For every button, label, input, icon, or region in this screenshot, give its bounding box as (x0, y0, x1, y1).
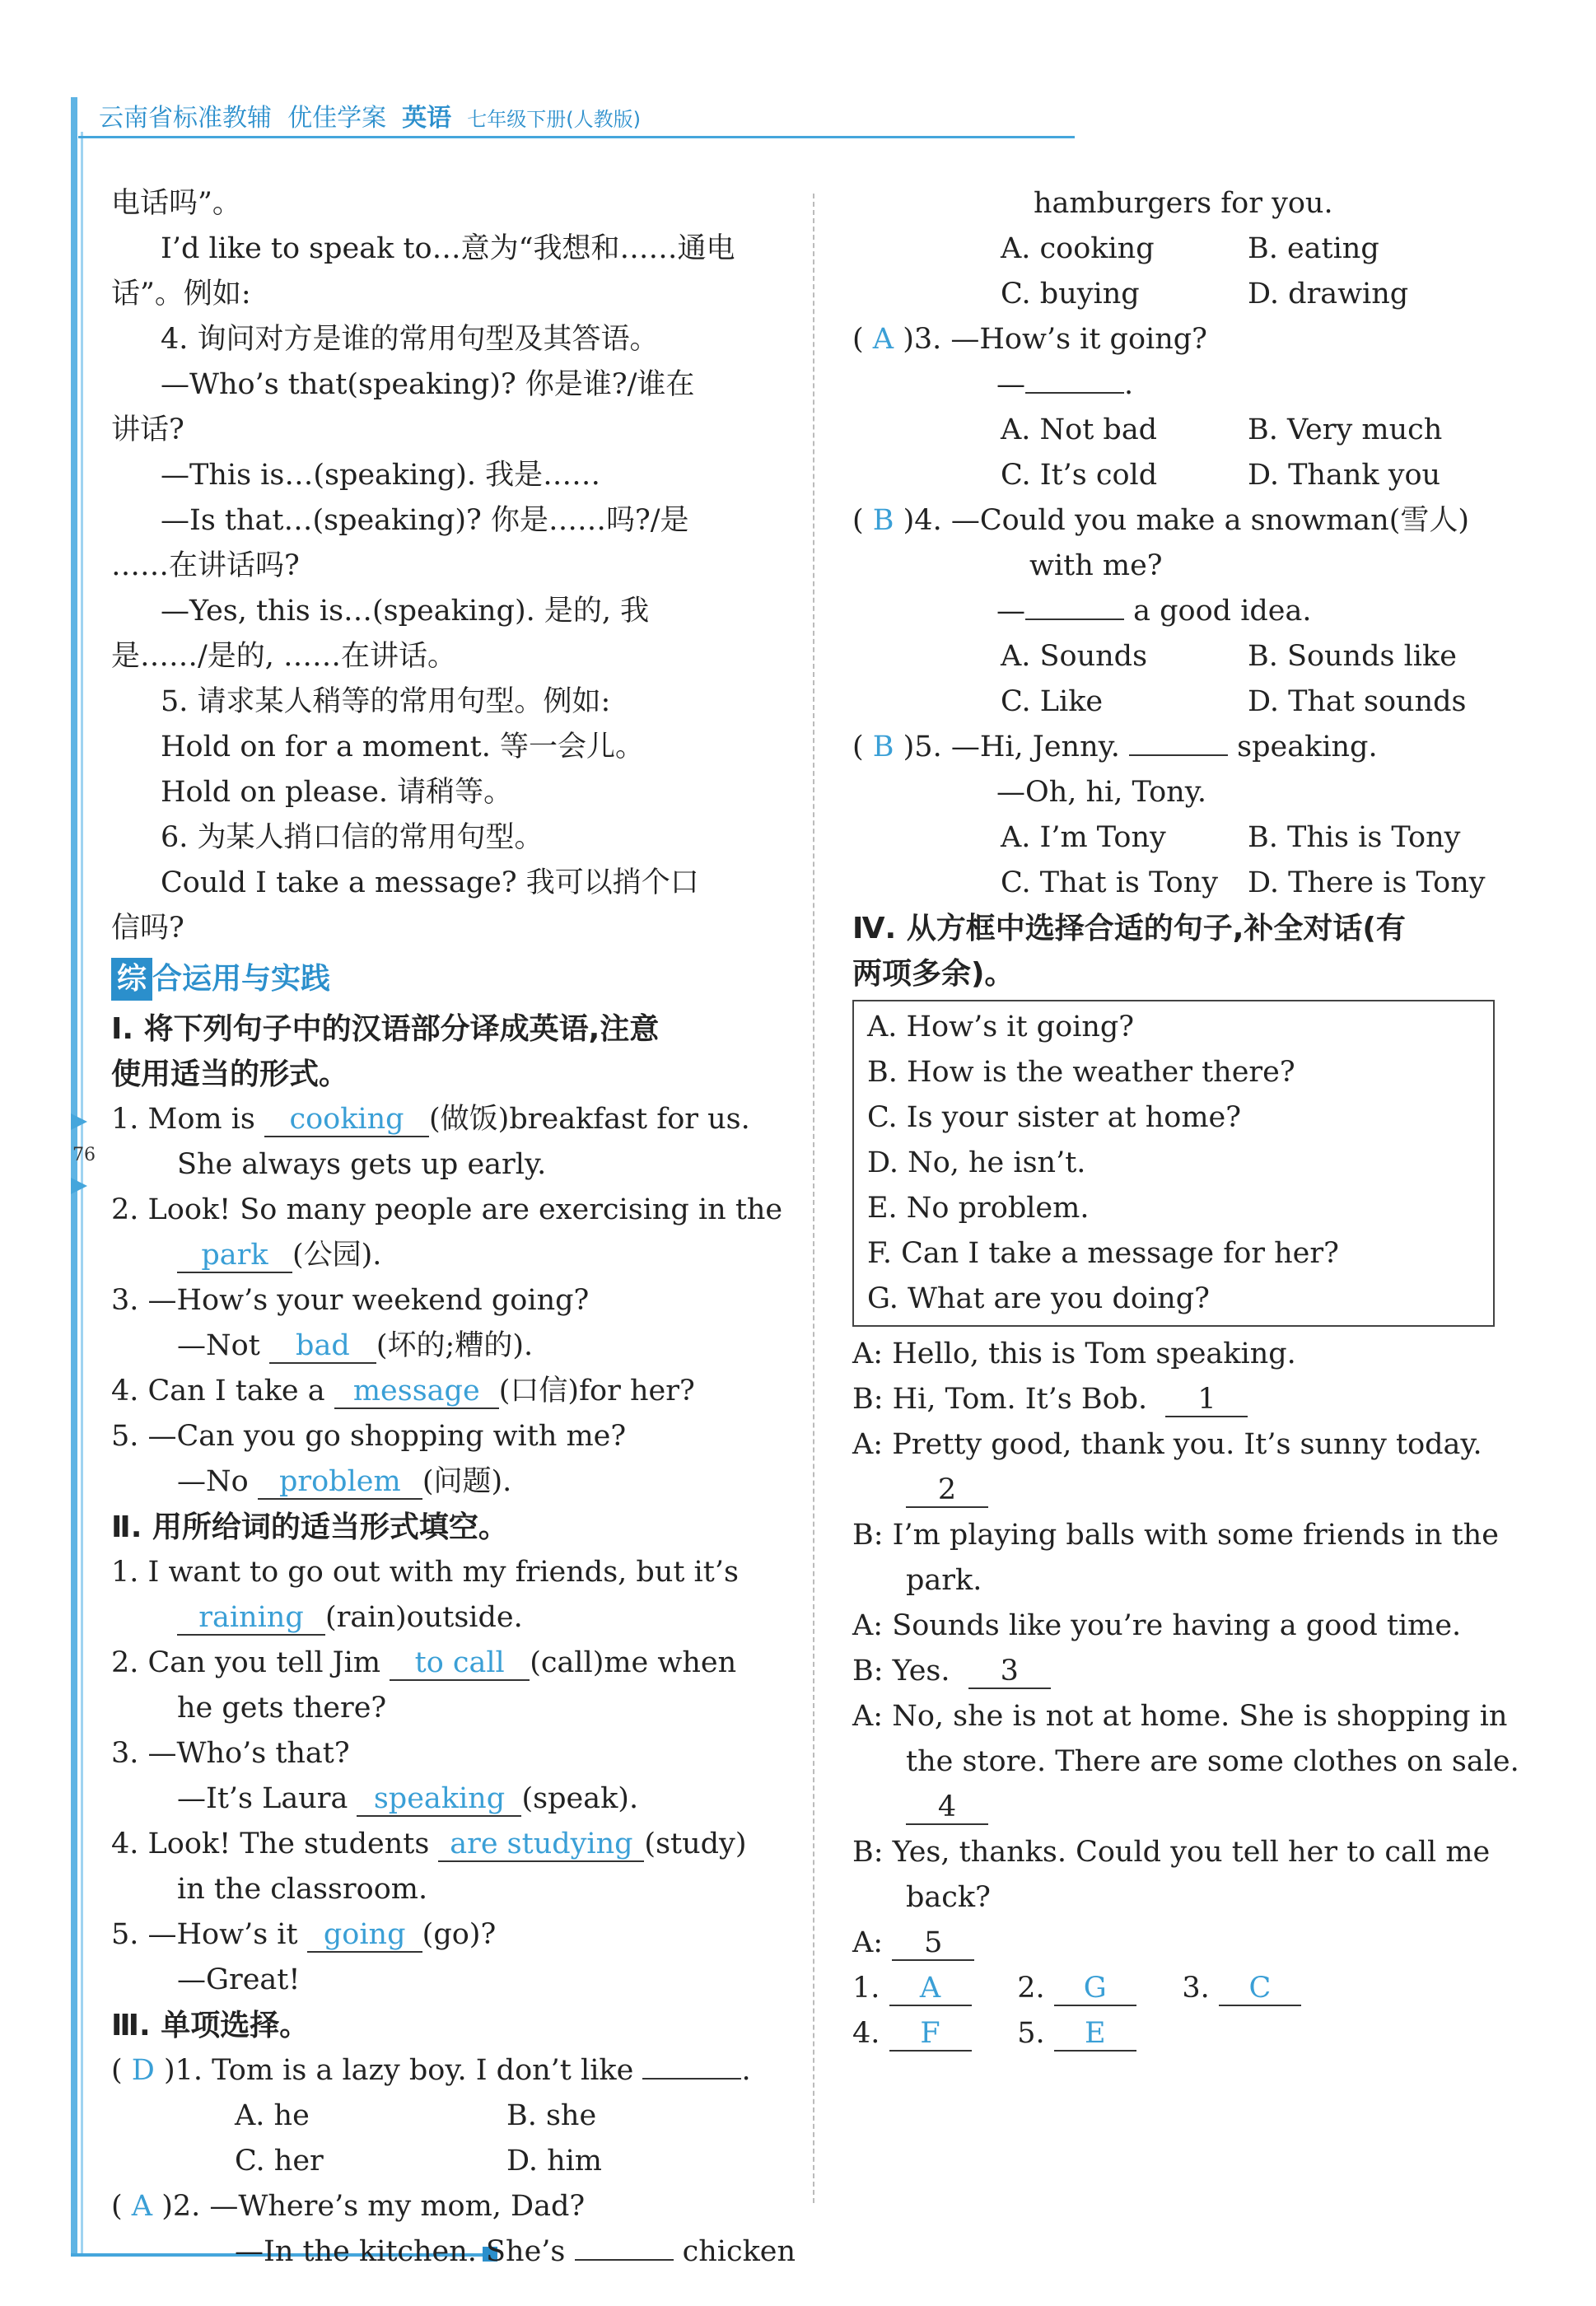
dialogue-line: B: Hi, Tom. It’s Bob. 1 (852, 1377, 1528, 1422)
s2-item-3-cont: —It’s Laura speaking (speak). (177, 1782, 639, 1815)
s3-q2-cont2: hamburgers for you. (1034, 187, 1333, 220)
dialogue-blank: 5 (892, 1926, 974, 1961)
answer-blank: to call (390, 1646, 530, 1681)
intro-line: —This is…(speaking). 我是…… (161, 459, 601, 492)
intro-line: 信吗? (111, 912, 184, 945)
answer-choice: A (872, 323, 894, 356)
page-marker-bottom (71, 1178, 87, 1194)
options-box (852, 1000, 1495, 1327)
left-column (111, 181, 796, 2275)
box-option: G. What are you doing? (867, 1282, 1210, 1315)
answer-choice: B (872, 504, 894, 537)
s2-item-2: 2. Can you tell Jim to call (call)me when (111, 1646, 737, 1679)
box-option: C. Is your sister at home? (867, 1101, 1242, 1134)
intro-line: 讲话? (111, 413, 184, 446)
practice-box: 综 (111, 958, 152, 1001)
answer-blank: problem (258, 1465, 422, 1500)
dialogue-line: A: No, she is not at home. She is shopping in (852, 1700, 1508, 1733)
section-2-title: Ⅱ. 用所给词的适当形式填空。 (111, 1510, 508, 1544)
intro-line: 话”。例如: (111, 278, 251, 310)
answer-choice: D (131, 2054, 155, 2087)
dialogue-line (852, 1468, 1528, 1513)
page-marker-top (71, 1113, 87, 1130)
question-blank (1025, 619, 1124, 620)
s3-q4-opts: A. Sounds B. Sounds like (1001, 640, 1457, 673)
answer-blank: cooking (264, 1103, 429, 1137)
s3-q3: ( A )3. —How’s it going? (852, 323, 1207, 356)
box-option: A. How’s it going? (867, 1011, 1135, 1043)
header-subject: 英语 (402, 104, 452, 133)
section-1-title-cont: 使用适当的形式。 (111, 1057, 349, 1091)
question-blank (642, 2078, 741, 2080)
answer-blank: F (889, 2017, 972, 2052)
dialogue-line: A: 5 (852, 1921, 1528, 1966)
s3-q4: ( B )4. —Could you make a snowman(雪人) (852, 504, 1470, 537)
s1-item-2: 2. Look! So many people are exercising in the (111, 1193, 783, 1226)
box-option: E. No problem. (867, 1192, 1090, 1225)
s1-item-5-cont: —No problem (问题). (177, 1465, 512, 1498)
answer-blank: G (1054, 1972, 1136, 2006)
intro-line: Hold on for a moment. 等一会儿。 (161, 731, 644, 763)
s2-item-3: 3. —Who’s that? (111, 1737, 350, 1770)
s3-q2: ( A )2. —Where’s my mom, Dad? (111, 2190, 586, 2223)
page-header (99, 97, 641, 133)
s2-item-2-cont: he gets there? (177, 1692, 387, 1725)
dialogue-line (852, 1785, 1528, 1830)
s3-q1-opts: C. her D. him (235, 2145, 602, 2178)
dialogue-blank: 3 (968, 1655, 1051, 1689)
answer-row: 1. A 2. G 3. C (852, 1966, 1528, 2011)
right-column (852, 181, 1528, 2056)
s1-item-1-cont: She always gets up early. (177, 1148, 547, 1181)
header-brand: 云南省标准教辅 (99, 104, 272, 133)
section-1-title: Ⅰ. 将下列句子中的汉语部分译成英语,注意 (111, 1012, 660, 1046)
dialogue-line: the store. There are some clothes on sale. (906, 1745, 1519, 1778)
box-option: B. How is the weather there? (867, 1056, 1295, 1089)
intro-line: ……在讲话吗? (111, 549, 300, 582)
left-margin-inner-bar (81, 132, 83, 2257)
answer-blank: park (177, 1239, 292, 1273)
s3-q5-opts: C. That is Tony D. There is Tony (1001, 866, 1486, 899)
s1-item-5: 5. —Can you go shopping with me? (111, 1420, 627, 1453)
page-number: 76 (72, 1145, 96, 1165)
s3-q2-opts: C. buying D. drawing (1001, 278, 1409, 310)
s1-item-1: 1. Mom is cooking (做饭)breakfast for us. (111, 1103, 750, 1136)
box-option: F. Can I take a message for her? (867, 1237, 1339, 1270)
question-blank (1129, 754, 1228, 756)
s3-q5-opts: A. I’m Tony B. This is Tony (1001, 821, 1461, 854)
practice-title: 合运用与实践 (152, 962, 331, 996)
answer-blank: bad (269, 1329, 376, 1364)
header-book: 优佳学案 (287, 104, 387, 133)
intro-line: 6. 为某人捎口信的常用句型。 (161, 821, 544, 854)
answer-choice: B (872, 731, 894, 763)
s3-q2-opts: A. cooking B. eating (1001, 232, 1379, 265)
s3-q3-reply: — . (996, 368, 1134, 401)
s3-q5: ( B )5. —Hi, Jenny. speaking. (852, 731, 1378, 763)
s3-q5-cont: —Oh, hi, Tony. (996, 776, 1206, 809)
intro-line: —Who’s that(speaking)? 你是谁?/谁在 (161, 368, 695, 401)
header-rule (78, 136, 1075, 138)
s3-q2-cont: —In the kitchen. She’s chicken (235, 2235, 796, 2268)
section-3-title: Ⅲ. 单项选择。 (111, 2009, 310, 2042)
intro-line: Could I take a message? 我可以捎个口 (161, 866, 699, 899)
question-blank (1025, 392, 1124, 394)
column-divider (813, 194, 814, 2203)
dialogue-blank: 1 (1165, 1383, 1248, 1417)
dialogue-line: A: Pretty good, thank you. It’s sunny today. (852, 1428, 1482, 1461)
s2-item-5-cont: —Great! (177, 1963, 301, 1996)
answer-choice: A (131, 2190, 153, 2223)
intro-line: Hold on please. 请稍等。 (161, 776, 513, 809)
answer-blank: C (1219, 1972, 1301, 2006)
intro-line: 5. 请求某人稍等的常用句型。例如: (161, 685, 611, 718)
dialogue-line: B: I’m playing balls with some friends in the (852, 1519, 1499, 1552)
s2-item-5: 5. —How’s it going (go)? (111, 1918, 497, 1951)
answer-blank: A (889, 1972, 972, 2006)
s1-item-4: 4. Can I take a message (口信)for her? (111, 1375, 695, 1407)
intro-line: 是……/是的, ……在讲话。 (111, 640, 457, 673)
s3-q3-opts: C. It’s cold D. Thank you (1001, 459, 1441, 492)
header-grade: 七年级下册(人教版) (467, 108, 641, 131)
s2-item-4: 4. Look! The students are studying (study) (111, 1828, 747, 1860)
dialogue-line: B: Yes. 3 (852, 1649, 1528, 1694)
dialogue-line: B: Yes, thanks. Could you tell her to call me (852, 1836, 1491, 1869)
intro-line: 4. 询问对方是谁的常用句型及其答语。 (161, 323, 659, 356)
dialogue-line: A: Hello, this is Tom speaking. (852, 1337, 1296, 1370)
s1-item-3: 3. —How’s your weekend going? (111, 1284, 590, 1317)
s1-item-2-cont: park (公园). (111, 1233, 786, 1278)
answer-blank: going (307, 1918, 422, 1953)
s3-q4-opts: C. Like D. That sounds (1001, 685, 1467, 718)
question-blank (575, 2259, 674, 2261)
s3-q3-opts: A. Not bad B. Very much (1001, 413, 1443, 446)
s3-q4-reply: — a good idea. (996, 595, 1312, 628)
box-option: D. No, he isn’t. (867, 1146, 1086, 1179)
dialogue-line: park. (906, 1564, 982, 1597)
s2-item-1-cont: raining (rain)outside. (111, 1595, 786, 1641)
intro-line: I’d like to speak to…意为“我想和……通电 (161, 232, 735, 265)
intro-line: 电话吗”。 (111, 187, 241, 220)
intro-line: —Yes, this is…(speaking). 是的, 我 (161, 595, 650, 628)
section-4-title: Ⅳ. 从方框中选择合适的句子,补全对话(有 (852, 912, 1406, 945)
intro-line: —Is that…(speaking)? 你是……吗?/是 (161, 504, 689, 537)
answer-blank: are studying (438, 1828, 644, 1862)
answer-blank: message (334, 1375, 499, 1409)
answer-row: 4. F 5. E (852, 2011, 1528, 2056)
section-4-title-cont: 两项多余)。 (852, 957, 1015, 991)
dialogue-blank: 4 (906, 1790, 988, 1825)
practice-heading (111, 956, 786, 1001)
s3-q4-cont: with me? (1029, 549, 1163, 582)
answer-blank: raining (177, 1601, 325, 1636)
answer-blank: E (1054, 2017, 1136, 2052)
s3-q1: ( D )1. Tom is a lazy boy. I don’t like . (111, 2054, 751, 2087)
answer-blank: speaking (357, 1782, 521, 1817)
s1-item-3-cont: —Not bad (坏的;糟的). (177, 1329, 534, 1362)
dialogue-line: back? (906, 1881, 991, 1914)
s2-item-4-cont: in the classroom. (177, 1873, 428, 1906)
s2-item-1: 1. I want to go out with my friends, but it’s (111, 1556, 739, 1589)
dialogue-line: A: Sounds like you’re having a good time. (852, 1609, 1462, 1642)
s3-q1-opts: A. he B. she (235, 2099, 597, 2132)
dialogue-blank: 2 (906, 1473, 988, 1508)
left-margin-bar (71, 97, 77, 2255)
